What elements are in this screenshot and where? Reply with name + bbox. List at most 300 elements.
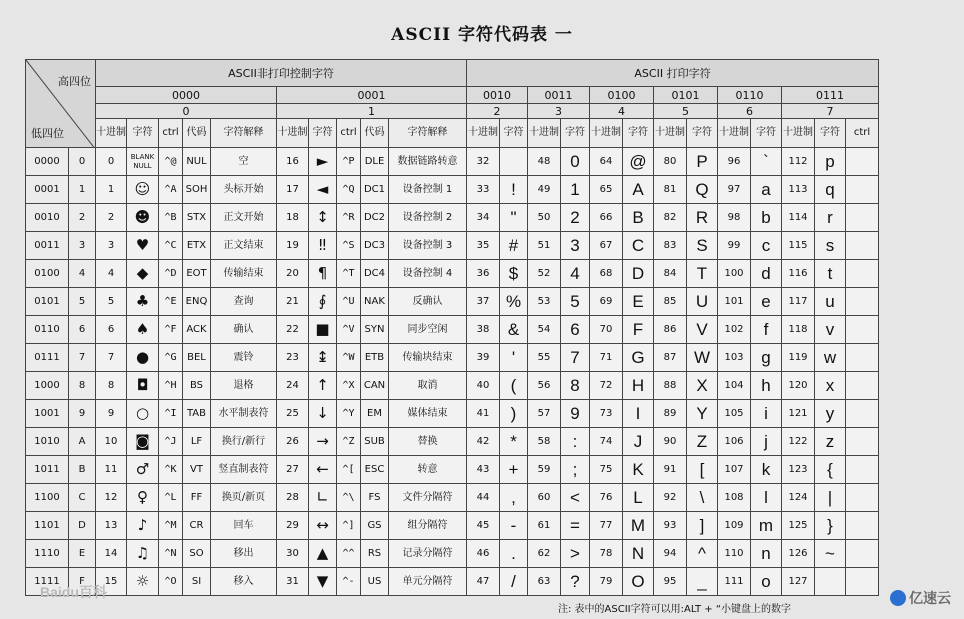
ctrl-cell: ^K [159,456,183,484]
decimal-cell: 44 [467,484,500,512]
decimal-cell: 62 [528,540,561,568]
ctrl-cell: ^- [337,568,361,596]
code-cell: GS [361,512,389,540]
code-cell: BEL [183,344,211,372]
char-cell: z [815,428,846,456]
char-cell: } [815,512,846,540]
ctrl-cell: ^F [159,316,183,344]
char-cell: ◆ [127,260,159,288]
decimal-cell: 89 [654,400,687,428]
decimal-cell: 7 [96,344,127,372]
decimal-cell: 17 [277,176,309,204]
desc-cell: 取消 [389,372,467,400]
desc-cell: 回车 [211,512,277,540]
low-bits-hex: D [69,512,96,540]
baidu-watermark: Baidu百科 [40,584,107,600]
decimal-cell: 69 [590,288,623,316]
high-binary-header: 0101 [654,87,718,104]
char-cell: K [623,456,654,484]
decimal-cell: 107 [718,456,751,484]
decimal-cell: 124 [782,484,815,512]
ctrl-cell: ^O [159,568,183,596]
decimal-cell: 122 [782,428,815,456]
decimal-cell: 86 [654,316,687,344]
code-cell: DC3 [361,232,389,260]
char-cell: x [815,372,846,400]
low-bits-binary: 1101 [26,512,69,540]
table-row [26,568,879,596]
decimal-cell: 121 [782,400,815,428]
desc-cell: 换页/新页 [211,484,277,512]
high-hex-header: 1 [277,104,467,119]
desc-cell: 文件分隔符 [389,484,467,512]
decimal-cell: 55 [528,344,561,372]
high-hex-header: 7 [782,104,879,119]
decimal-cell: 29 [277,512,309,540]
decimal-cell: 14 [96,540,127,568]
desc-cell: 记录分隔符 [389,540,467,568]
char-cell: 7 [561,344,590,372]
decimal-cell: 76 [590,484,623,512]
char-cell: < [561,484,590,512]
char-cell: $ [500,260,528,288]
char-cell: ) [500,400,528,428]
char-cell: ► [309,148,337,176]
low-bits-binary: 0111 [26,344,69,372]
table-row [26,176,879,204]
ctrl-cell [846,568,879,596]
decimal-cell: 83 [654,232,687,260]
ctrl-cell: ^U [337,288,361,316]
code-cell: CAN [361,372,389,400]
decimal-cell: 87 [654,344,687,372]
decimal-cell: 78 [590,540,623,568]
col-label-char: 字符 [751,119,782,148]
decimal-cell: 92 [654,484,687,512]
decimal-cell: 6 [96,316,127,344]
decimal-cell: 70 [590,316,623,344]
code-cell: DC1 [361,176,389,204]
char-cell: u [815,288,846,316]
decimal-cell: 11 [96,456,127,484]
high-bits-label: 高四位 [58,75,91,88]
desc-cell: 水平制表符 [211,400,277,428]
low-bits-binary: 1010 [26,428,69,456]
char-cell: ? [561,568,590,596]
code-cell: ENQ [183,288,211,316]
char-cell: r [815,204,846,232]
low-bits-binary: 1000 [26,372,69,400]
decimal-cell: 90 [654,428,687,456]
char-cell: BLANK NULL [127,148,159,176]
char-cell: [ [687,456,718,484]
char-cell: C [623,232,654,260]
char-cell: G [623,344,654,372]
low-bits-binary: 0101 [26,288,69,316]
char-cell: ♣ [127,288,159,316]
code-cell: SOH [183,176,211,204]
page-title: ASCII 字符代码表 一 [391,25,573,45]
desc-cell: 正文开始 [211,204,277,232]
code-cell: EOT [183,260,211,288]
decimal-cell: 115 [782,232,815,260]
char-cell: ‼ [309,232,337,260]
desc-cell: 震铃 [211,344,277,372]
char-cell: m [751,512,782,540]
char-cell: 2 [561,204,590,232]
char-cell: E [623,288,654,316]
high-binary-header: 0100 [590,87,654,104]
char-cell: ~ [815,540,846,568]
ctrl-cell: ^A [159,176,183,204]
ctrl-cell: ^I [159,400,183,428]
table-row [26,232,879,260]
char-cell: W [687,344,718,372]
decimal-cell: 105 [718,400,751,428]
low-bits-binary: 0011 [26,232,69,260]
char-cell: ■ [309,316,337,344]
decimal-cell: 27 [277,456,309,484]
decimal-cell: 3 [96,232,127,260]
char-cell: & [500,316,528,344]
decimal-cell: 36 [467,260,500,288]
char-cell: . [500,540,528,568]
char-cell: * [500,428,528,456]
char-cell: t [815,260,846,288]
code-cell: US [361,568,389,596]
ctrl-cell [846,512,879,540]
char-cell: O [623,568,654,596]
char-cell: / [500,568,528,596]
table-row [26,316,879,344]
char-cell: J [623,428,654,456]
desc-cell: 正文结束 [211,232,277,260]
decimal-cell: 66 [590,204,623,232]
decimal-cell: 120 [782,372,815,400]
char-cell: U [687,288,718,316]
table-row [26,456,879,484]
desc-cell: 确认 [211,316,277,344]
char-cell: n [751,540,782,568]
decimal-cell: 12 [96,484,127,512]
decimal-cell: 56 [528,372,561,400]
char-cell: 0 [561,148,590,176]
char-cell: @ [623,148,654,176]
char-cell: ☼ [127,568,159,596]
char-cell: A [623,176,654,204]
table-row [26,372,879,400]
desc-cell: 设备控制 4 [389,260,467,288]
ctrl-cell: ^^ [337,540,361,568]
desc-cell: 设备控制 3 [389,232,467,260]
char-cell: Z [687,428,718,456]
high-hex-header: 4 [590,104,654,119]
code-cell: ETB [361,344,389,372]
char-cell: ◙ [127,428,159,456]
high-binary-header: 0011 [528,87,590,104]
decimal-cell: 60 [528,484,561,512]
char-cell: ∮ [309,288,337,316]
char-cell: k [751,456,782,484]
char-cell: V [687,316,718,344]
decimal-cell: 13 [96,512,127,540]
char-cell: ☺ [127,176,159,204]
decimal-cell: 40 [467,372,500,400]
low-bits-binary: 0001 [26,176,69,204]
decimal-cell: 113 [782,176,815,204]
decimal-cell: 111 [718,568,751,596]
code-cell: FS [361,484,389,512]
decimal-cell: 64 [590,148,623,176]
table-row [26,400,879,428]
decimal-cell: 93 [654,512,687,540]
ctrl-cell: ^R [337,204,361,232]
code-cell: DC2 [361,204,389,232]
char-cell: ♠ [127,316,159,344]
char-cell: % [500,288,528,316]
char-cell: 4 [561,260,590,288]
col-label-char: 字符 [623,119,654,148]
col-label-decimal: 十进制 [528,119,561,148]
table-row [26,288,879,316]
col-label-decimal: 十进制 [96,119,127,148]
decimal-cell: 26 [277,428,309,456]
char-cell: e [751,288,782,316]
desc-cell: 同步空闲 [389,316,467,344]
char-cell: Y [687,400,718,428]
ctrl-cell: ^D [159,260,183,288]
col-label-char: 字符 [687,119,718,148]
table-row [26,484,879,512]
char-cell: ▲ [309,540,337,568]
ctrl-cell: ^] [337,512,361,540]
decimal-cell: 42 [467,428,500,456]
low-bits-hex: 8 [69,372,96,400]
decimal-cell: 51 [528,232,561,260]
col-label-ctrl: ctrl [846,119,879,148]
ctrl-cell [846,288,879,316]
low-bits-binary: 1111 [26,568,69,596]
char-cell: ← [309,456,337,484]
char-cell: 1 [561,176,590,204]
code-cell: ESC [361,456,389,484]
decimal-cell: 100 [718,260,751,288]
table-row [26,540,879,568]
decimal-cell: 48 [528,148,561,176]
char-cell: \ [687,484,718,512]
decimal-cell: 54 [528,316,561,344]
low-bits-label: 低四位 [31,127,64,140]
ctrl-cell [846,456,879,484]
table-row [26,428,879,456]
desc-cell: 转意 [389,456,467,484]
low-bits-hex: 7 [69,344,96,372]
char-cell: ' [500,344,528,372]
char-cell: j [751,428,782,456]
low-bits-hex: 6 [69,316,96,344]
desc-cell: 移入 [211,568,277,596]
col-label-char: 字符 [815,119,846,148]
decimal-cell: 112 [782,148,815,176]
char-cell: | [815,484,846,512]
decimal-cell: 10 [96,428,127,456]
decimal-cell: 0 [96,148,127,176]
char-cell: ↕ [309,204,337,232]
char-cell: # [500,232,528,260]
decimal-cell: 50 [528,204,561,232]
high-hex-header: 0 [96,104,277,119]
ctrl-cell: ^E [159,288,183,316]
ctrl-cell [846,176,879,204]
col-label-code: 代码 [361,119,389,148]
ctrl-cell: ^G [159,344,183,372]
decimal-cell: 38 [467,316,500,344]
char-cell: R [687,204,718,232]
col-label-char: 字符 [309,119,337,148]
col-label-decimal: 十进制 [277,119,309,148]
low-bits-binary: 1100 [26,484,69,512]
char-cell: - [500,512,528,540]
ctrl-cell [846,344,879,372]
char-cell: : [561,428,590,456]
decimal-cell: 99 [718,232,751,260]
decimal-cell: 97 [718,176,751,204]
char-cell: ↑ [309,372,337,400]
low-bits-hex: 3 [69,232,96,260]
decimal-cell: 35 [467,232,500,260]
char-cell: ∟ [309,484,337,512]
char-cell: o [751,568,782,596]
char-cell: S [687,232,718,260]
ctrl-cell: ^H [159,372,183,400]
nonprint-group-header: ASCII非打印控制字符 [96,60,467,87]
code-cell: SI [183,568,211,596]
decimal-cell: 59 [528,456,561,484]
decimal-cell: 34 [467,204,500,232]
yisu-watermark [890,588,951,608]
char-cell: + [500,456,528,484]
decimal-cell: 61 [528,512,561,540]
decimal-cell: 28 [277,484,309,512]
decimal-cell: 127 [782,568,815,596]
low-bits-binary: 0100 [26,260,69,288]
decimal-cell: 52 [528,260,561,288]
desc-cell: 传输结束 [211,260,277,288]
high-hex-header: 3 [528,104,590,119]
char-cell: ♥ [127,232,159,260]
ctrl-cell [846,232,879,260]
desc-cell: 头标开始 [211,176,277,204]
code-cell: RS [361,540,389,568]
decimal-cell: 63 [528,568,561,596]
decimal-cell: 96 [718,148,751,176]
char-cell: 9 [561,400,590,428]
code-cell: NAK [361,288,389,316]
ctrl-cell: ^C [159,232,183,260]
desc-cell: 替换 [389,428,467,456]
ctrl-cell [846,372,879,400]
decimal-cell: 45 [467,512,500,540]
char-cell: Q [687,176,718,204]
char-cell: ☻ [127,204,159,232]
code-cell: DLE [361,148,389,176]
char-cell: a [751,176,782,204]
ctrl-cell [846,148,879,176]
ascii-table [25,59,879,596]
decimal-cell: 43 [467,456,500,484]
decimal-cell: 65 [590,176,623,204]
ctrl-cell [846,316,879,344]
low-bits-hex: 9 [69,400,96,428]
ctrl-cell [846,428,879,456]
char-cell [500,148,528,176]
char-cell: s [815,232,846,260]
col-label-char: 字符 [127,119,159,148]
col-label-char: 字符 [561,119,590,148]
char-cell: B [623,204,654,232]
decimal-cell: 84 [654,260,687,288]
char-cell: y [815,400,846,428]
low-bits-hex: 0 [69,148,96,176]
col-label-decimal: 十进制 [467,119,500,148]
ctrl-cell [846,484,879,512]
char-cell: p [815,148,846,176]
decimal-cell: 102 [718,316,751,344]
decimal-cell: 114 [782,204,815,232]
char-cell: ▼ [309,568,337,596]
char-cell: f [751,316,782,344]
table-row [26,260,879,288]
high-hex-header: 6 [718,104,782,119]
code-cell: STX [183,204,211,232]
char-cell: D [623,260,654,288]
char-cell: T [687,260,718,288]
char-cell: w [815,344,846,372]
high-hex-header: 2 [467,104,528,119]
table-row [26,344,879,372]
low-bits-binary: 1001 [26,400,69,428]
low-bits-binary: 0110 [26,316,69,344]
char-cell: ○ [127,400,159,428]
decimal-cell: 103 [718,344,751,372]
desc-cell: 退格 [211,372,277,400]
char-cell: ; [561,456,590,484]
char-cell: P [687,148,718,176]
char-cell: , [500,484,528,512]
decimal-cell: 125 [782,512,815,540]
decimal-cell: 110 [718,540,751,568]
ctrl-cell: ^M [159,512,183,540]
ctrl-cell [846,540,879,568]
code-cell: LF [183,428,211,456]
decimal-cell: 58 [528,428,561,456]
char-cell: ↨ [309,344,337,372]
ctrl-cell: ^W [337,344,361,372]
ctrl-cell: ^S [337,232,361,260]
ctrl-cell: ^X [337,372,361,400]
low-bits-hex: E [69,540,96,568]
decimal-cell: 106 [718,428,751,456]
char-cell: q [815,176,846,204]
decimal-cell: 68 [590,260,623,288]
decimal-cell: 71 [590,344,623,372]
char-cell: M [623,512,654,540]
desc-cell: 反确认 [389,288,467,316]
print-group-header: ASCII 打印字符 [467,60,879,87]
ctrl-cell: ^[ [337,456,361,484]
low-bits-binary: 0000 [26,148,69,176]
low-bits-hex: 4 [69,260,96,288]
